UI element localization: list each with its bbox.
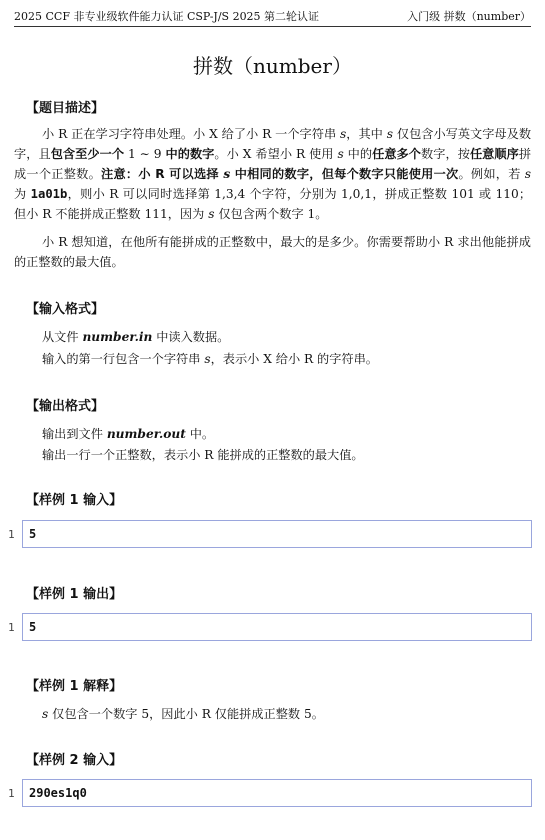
sample-2-input-box[interactable]: 290es1q0 — [22, 779, 532, 807]
output-format-heading: 【输出格式】 — [26, 399, 105, 414]
description-heading: 【题目描述】 — [26, 101, 105, 116]
input-format-line-2: 输入的第一行包含一个字符串 s，表示小 X 给小 R 的字符串。 — [42, 352, 378, 366]
page-header — [14, 8, 531, 27]
title-cn: 拼数 — [193, 54, 234, 78]
input-format-heading: 【输入格式】 — [26, 302, 105, 317]
description-paragraph-2: 小 R 想知道，在他所有能拼成的正整数中，最大的是多少。你需要帮助小 R 求出他能拼成的正整数的最大值。 — [14, 235, 531, 269]
title-en: （number） — [233, 54, 352, 78]
inline-code: 1a01b — [30, 187, 68, 201]
sample-1-input-heading: 【样例 1 输入】 — [26, 493, 123, 508]
page-title — [0, 50, 545, 79]
sample-1-output-heading: 【样例 1 输出】 — [26, 587, 123, 602]
sample-2-input-heading: 【样例 2 输入】 — [26, 753, 123, 768]
sample-1-explanation-heading: 【样例 1 解释】 — [26, 679, 123, 694]
header-right: 入门级 拼数（number） — [407, 10, 531, 23]
sample-1-output-line-number: 1 — [8, 621, 15, 634]
sample-1-input-box[interactable]: 5 — [22, 520, 532, 548]
output-format-line-1: 输出到文件 number.out 中。 — [42, 427, 215, 441]
sample-2-input-line-number: 1 — [8, 787, 15, 800]
sample-1-output-box[interactable]: 5 — [22, 613, 532, 641]
output-format-line-2: 输出一行一个正整数，表示小 R 能拼成的正整数的最大值。 — [42, 448, 364, 462]
description-paragraph-1: 小 R 正在学习字符串处理。小 X 给了小 R 一个字符串 s，其中 s 仅包含小写英文字母及数字，且包含至少一个 1 ∼ 9 中的数字。小 X 希望小 R 使用 s 中的任意多个数字，按任意顺序拼成一个正整数。注意：小 R 可以选择 s 中相同的数字，但每个数字只能使用一次。例如，若 s 为 1a01b，则小 R 可以同时选择第 1,3,4 个字符，分别为 1,0,1，拼成正整数 101 或 110；但小 R 不能拼成正整数 111，因为 s 仅包含两个数字 1。 — [14, 127, 532, 221]
sample-1-explanation-text: s 仅包含一个数字 5，因此小 R 仅能拼成正整数 5。 — [42, 707, 324, 721]
input-format-line-1: 从文件 number.in 中读入数据。 — [42, 330, 230, 344]
sample-1-input-line-number: 1 — [8, 528, 15, 541]
header-left: 2025 CCF 非专业级软件能力认证 CSP-J/S 2025 第二轮认证 — [14, 10, 320, 23]
